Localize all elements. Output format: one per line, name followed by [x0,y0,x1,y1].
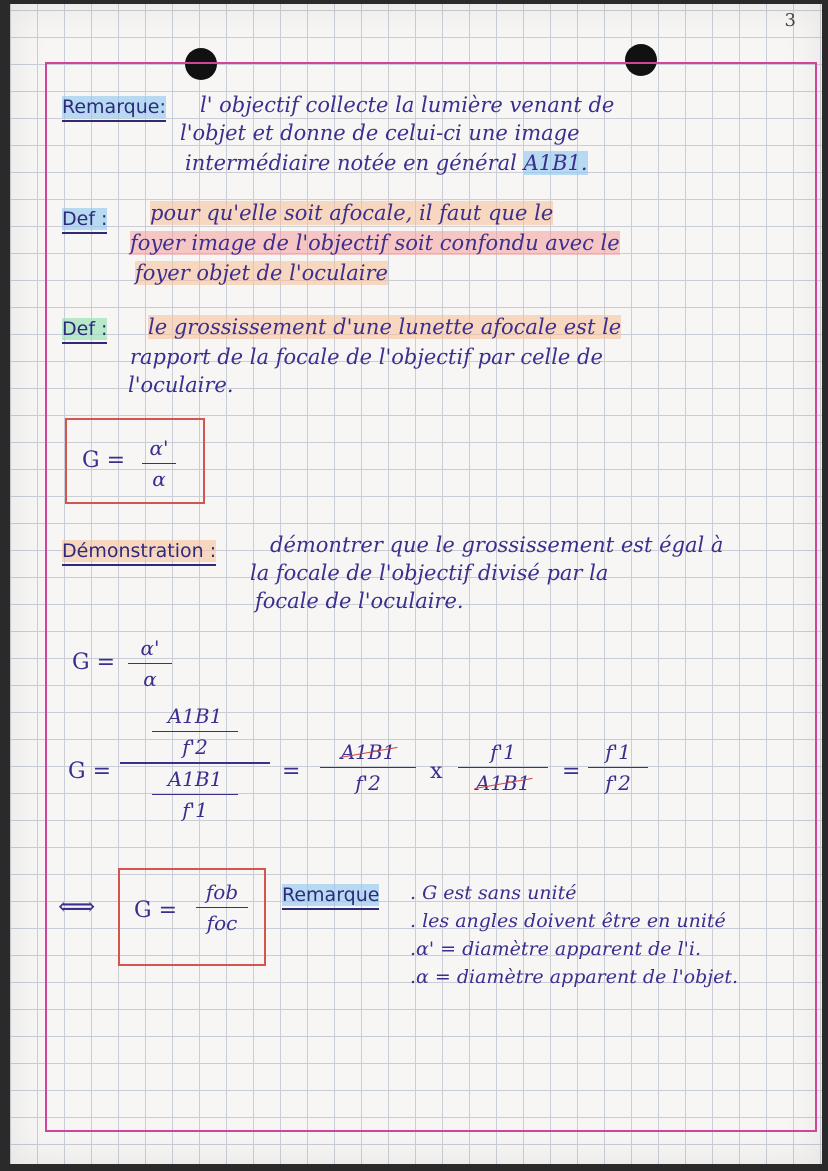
remarque-line-3: intermédiaire notée en général A1B1. [185,151,588,175]
demo-eq1-fraction: α' α [128,636,172,691]
formula-fraction: α' α [142,436,176,491]
def2-line-2: rapport de la focale de l'objectif par celle de [130,345,603,369]
def1-line-3: foyer objet de l'oculaire [135,261,388,285]
demo-eq2-compound-fraction: A1B1 f'2 A1B1 f'1 [120,704,270,822]
remarque2-item-3: .α' = diamètre apparent de l'i. [410,938,702,960]
def1-line-2: foyer image de l'objectif soit confondu avec le [130,231,620,255]
demonstration-label: Démonstration : [62,540,216,566]
demo-eq2-equals-2: = [562,759,581,784]
formula-lhs: G = [82,448,126,473]
equivalence-arrow-icon: ⟺ [58,892,96,922]
def2-line-3: l'oculaire. [128,373,234,397]
remarque2-item-2: . les angles doivent être en unité [410,910,726,932]
remarque-line-2: l'objet et donne de celui-ci une image [180,121,580,145]
notebook-page [10,4,822,1164]
page-number: 3 [784,10,796,31]
image-name: A1B1. [523,151,588,175]
result-lhs: G = [134,898,178,923]
remarque-line-1: l' objectif collecte la lumière venant de [200,93,615,117]
remarque-label: Remarque: [62,96,166,122]
demo-eq2-fraction-2: f'1 A1B1 [458,740,548,795]
remarque2-item-1: . G est sans unité [410,882,577,904]
demo-eq1-lhs: G = [72,650,116,675]
demo-eq2-lhs: G = [68,759,112,784]
def2-line-1: le grossissement d'une lunette afocale est le [148,315,622,339]
demonstration-line-3: focale de l'oculaire. [255,589,464,613]
demonstration-line-2: la focale de l'objectif divisé par la [250,561,609,585]
demo-eq2-times: x [430,759,443,784]
def1-line-1: pour qu'elle soit afocale, il faut que le [150,201,554,225]
demo-eq2-fraction-3: f'1 f'2 [588,740,648,795]
remarque2-label: Remarque [282,884,379,910]
demonstration-line-1: démontrer que le grossissement est égal à [270,533,724,557]
result-fraction: fob foc [196,880,248,935]
demo-eq2-equals-1: = [282,759,301,784]
def2-label: Def : [62,318,107,344]
def1-label: Def : [62,208,107,234]
demo-eq2-fraction-1: A1B1 f'2 [320,740,416,795]
remarque2-item-4: .α = diamètre apparent de l'objet. [410,966,739,988]
